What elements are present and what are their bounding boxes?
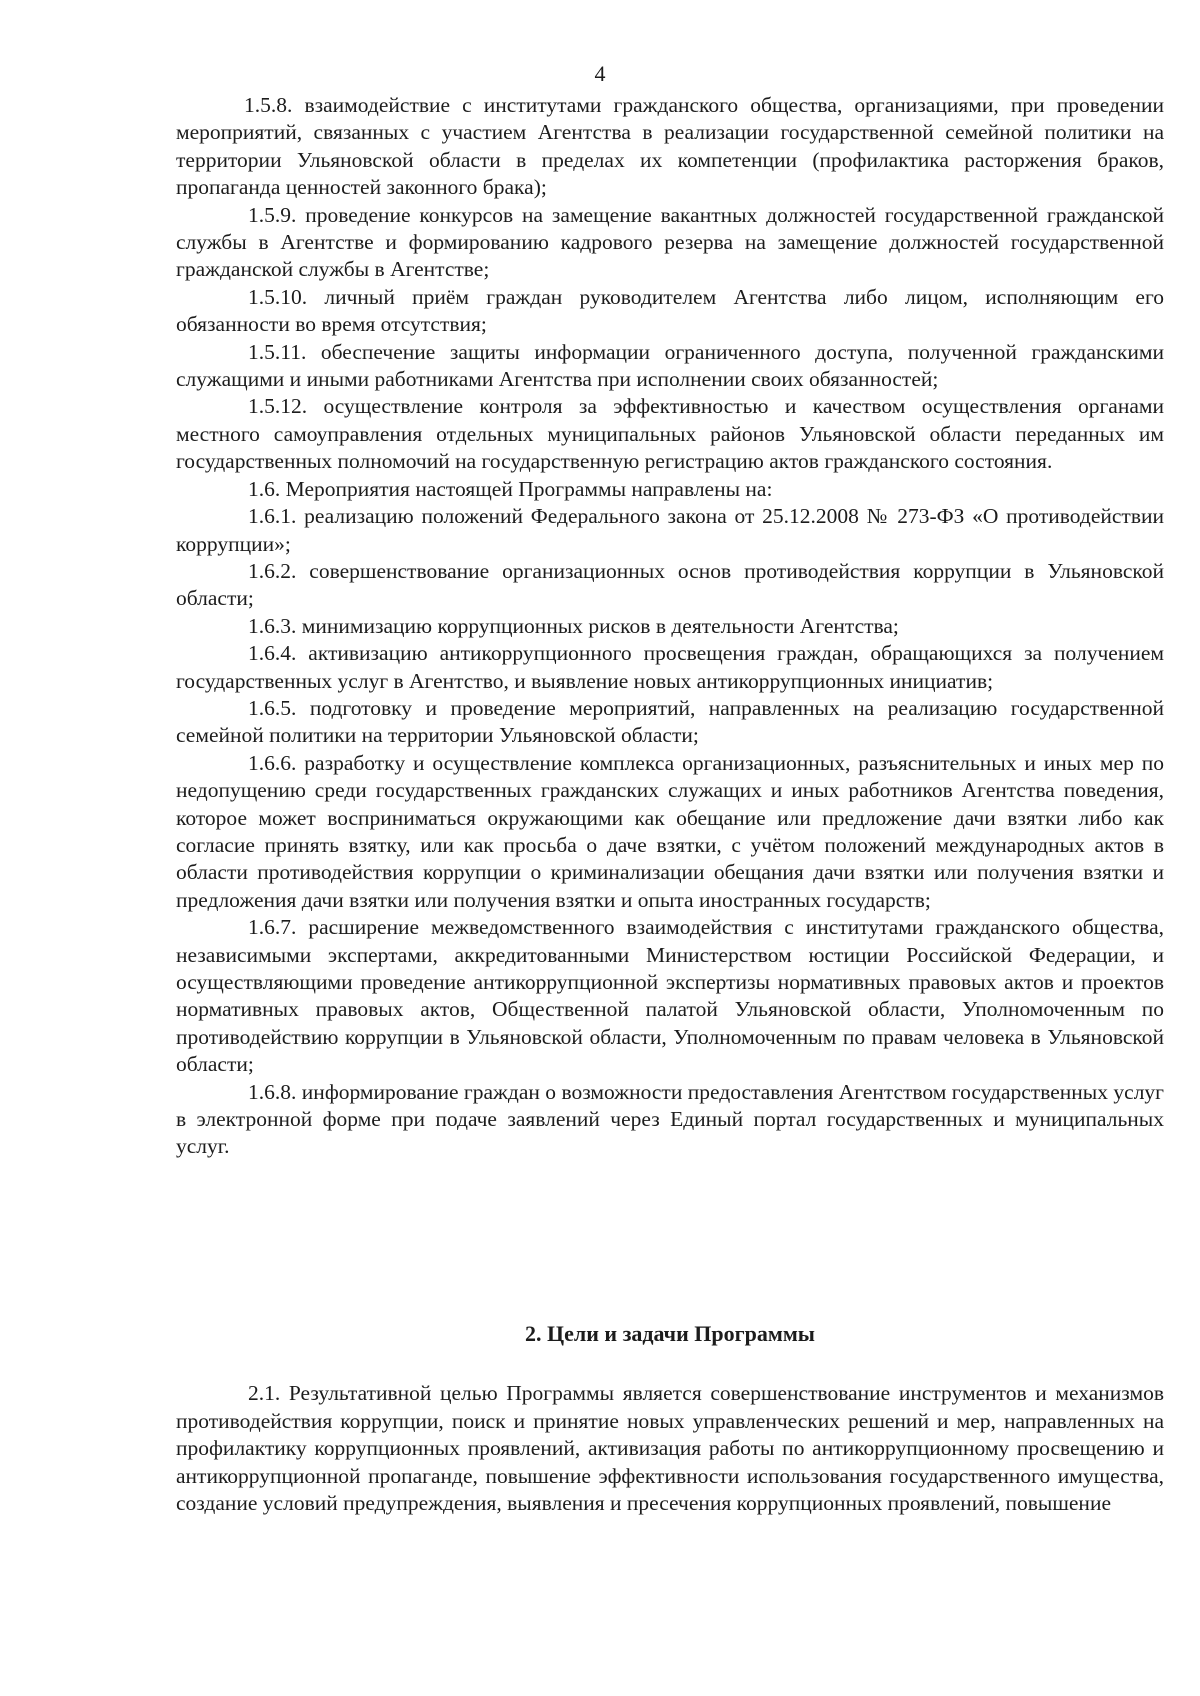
paragraph-1-6-5: 1.6.5. подготовку и проведение мероприятий, направленных на реализацию государственной семейной политики на территории Ульяновской области; <box>176 695 1164 748</box>
paragraph-1-6: 1.6. Мероприятия настоящей Программы направлены на: <box>248 476 773 501</box>
paragraph-1-6-1: 1.6.1. реализацию положений Федерального закона от 25.12.2008 № 273-ФЗ «О противодействии коррупции»; <box>176 504 1164 556</box>
paragraph-1-6-6: 1.6.6. разработку и осуществление комплекса организационных, разъяснительных и иных мер по недопущению среди государственных гражданских служащих и иных работников Агентства поведения, которое может восприниматься окружающими как обещание или предложение дачи взятки либо как согласие принять взятку, или как просьба о даче взятки, с учётом положений международных актов в области противодействия коррупции о криминализации обещания дачи взятки или получения взятки и предложения дачи взятки или получения взятки и опыта иностранных государств; <box>176 750 1164 912</box>
paragraph-1-6-7: 1.6.7. расширение межведомственного взаимодействия с институтами гражданского общества, независимыми экспертами, аккредитованными Министерством юстиции Российской Федерации, и осуществляющими проведение антикоррупционной экспертизы нормативных правовых актов и проектов нормативных правовых актов, Общественной палатой Ульяновской области, Уполномоченным по противодействию коррупции в Ульяновской области, Уполномоченным по правам человека в Ульяновской области; <box>176 915 1164 1077</box>
section-heading: 2. Цели и задачи Программы <box>525 1321 815 1346</box>
paragraph-1-5-10: 1.5.10. личный приём граждан руководителем Агентства либо лицом, исполняющим его обязанности во время отсутствия; <box>176 284 1164 337</box>
paragraph-1-6-2: 1.6.2. совершенствование организационных основ противодействия коррупции в Ульяновской области; <box>176 558 1164 611</box>
paragraph-1-6-3: 1.6.3. минимизацию коррупционных рисков в деятельности Агентства; <box>248 613 899 638</box>
paragraph-1-5-8: 1.5.8. взаимодействие с институтами гражданского общества, организациями, при проведении мероприятий, связанных с участием Агентства в реализации государственной семейной политики на территории Ульяновской области в пределах их компетенции (профилактика расторжения браков, пропаганда ценностей законного брака); <box>176 93 1164 200</box>
paragraph-2-1: 2.1. Результативной целью Программы является совершенствование инструментов и механизмов противодействия коррупции, поиск и принятие новых управленческих решений и мер, направленных на профилактику коррупционных проявлений, активизация работы по антикоррупционному просвещению и антикоррупционной пропаганде, повышение эффективности использования государственного имущества, создание условий предупреждения, выявления и пресечения коррупционных проявлений, повышение <box>176 1381 1164 1516</box>
paragraph-1-5-9: 1.5.9. проведение конкурсов на замещение вакантных должностей государственной гражданской службы в Агентстве и формированию кадрового резерва на замещение должностей государственной гражданской службы в Агентстве; <box>176 202 1164 282</box>
page-number: 4 <box>594 61 606 86</box>
paragraph-1-5-12: 1.5.12. осуществление контроля за эффективностью и качеством осуществления органами местного самоуправления отдельных муниципальных районов Ульяновской области переданных им государственных полномочий на государственную регистрацию актов гражданского состояния. <box>176 394 1164 474</box>
paragraph-1-6-8: 1.6.8. информирование граждан о возможности предоставления Агентством государственных услуг в электронной форме при подаче заявлений через Единый портал государственных и муниципальных услуг. <box>176 1079 1164 1159</box>
main-text-block <box>176 92 1164 1161</box>
paragraph-1-6-4: 1.6.4. активизацию антикоррупционного просвещения граждан, обращающихся за получением государственных услуг в Агентство, и выявление новых антикоррупционных инициатив; <box>176 641 1164 693</box>
paragraph-1-5-11: 1.5.11. обеспечение защиты информации ограниченного доступа, полученной гражданскими служащими и иными работниками Агентства при исполнении своих обязанностей; <box>176 339 1164 392</box>
section-text-block <box>176 1380 1164 1518</box>
